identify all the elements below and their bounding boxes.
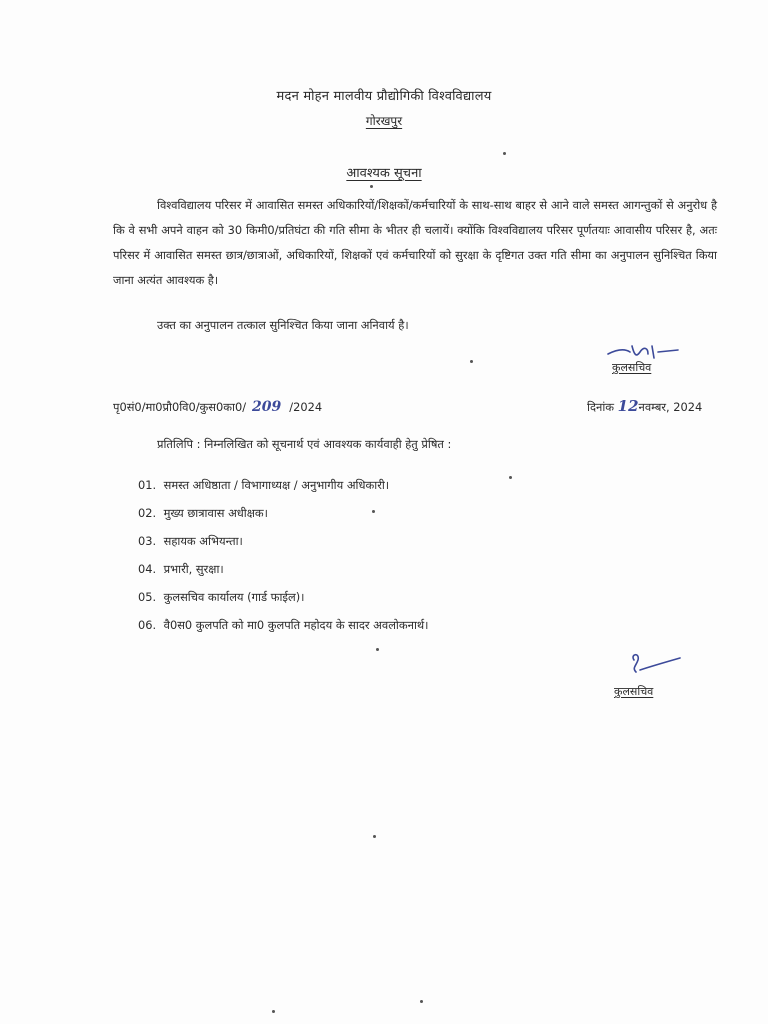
scan-speck	[373, 835, 376, 838]
handwritten-ref-number: 209	[252, 399, 282, 415]
registrar-designation-2: कुलसचिव	[614, 685, 654, 698]
scan-speck	[503, 152, 506, 155]
list-item: 02. मुख्य छात्रावास अधीक्षक।	[138, 506, 268, 520]
list-item: 05. कुलसचिव कार्यालय (गार्ड फाईल)।	[138, 590, 305, 604]
copy-to-list	[138, 476, 429, 644]
notice-date: दिनांक 12नवम्बर, 2024	[587, 397, 703, 415]
scan-speck	[420, 1000, 423, 1003]
scan-speck	[272, 1010, 275, 1013]
notice-body-paragraph: विश्वविद्यालय परिसर में आवासित समस्त अधिकारियों/शिक्षकों/कर्मचारियों के साथ-साथ बाहर से आने वाले समस्त आगन्तुकों से अनुरोध है कि वे सभी अपने वाहन को 30 किमी0/प्रतिघंटा की गति सीमा के भीतर ही चलायें। क्योंकि विश्वविद्यालय परिसर पूर्णतयाः आवासीय परिसर है, अतः परिसर में आवासित समस्त छात्र/छात्राओं, अधिकारियों, शिक्षकों एवं कर्मचारियों को सुरक्षा के दृष्टिगत उक्त गति सीमा का अनुपालन सुनिश्चित किया जाना अत्यंत आवश्यक है।	[113, 198, 717, 287]
handwritten-signature-2	[626, 650, 686, 680]
university-city: गोरखपुर	[365, 114, 403, 128]
handwritten-date-day: 12	[617, 397, 639, 415]
list-item: 03. सहायक अभियन्ता।	[138, 534, 243, 548]
university-name: मदन मोहन मालवीय प्रौद्योगिकी विश्वविद्यालय	[276, 89, 492, 104]
scan-speck	[370, 185, 373, 188]
notice-heading: आवश्यक सूचना	[346, 166, 422, 181]
registrar-designation: कुलसचिव	[612, 361, 652, 374]
scan-speck	[509, 476, 512, 479]
list-item: 06. वै0स0 कुलपति को मा0 कुलपति महोदय के सादर अवलोकनार्थ।	[138, 618, 429, 632]
scan-speck	[372, 510, 375, 513]
scan-speck	[470, 360, 473, 363]
copy-to-intro: प्रतिलिपि : निम्नलिखित को सूचनार्थ एवं आवश्यक कार्यवाही हेतु प्रेषित :	[157, 437, 452, 451]
list-item: 01. समस्त अधिष्ठाता / विभागाध्यक्ष / अनुभागीय अधिकारी।	[138, 478, 390, 492]
reference-number: पृ0सं0/मा0प्रौ0वि0/कुस0का0/ 209 /2024	[113, 399, 323, 415]
scan-speck	[376, 648, 379, 651]
compliance-paragraph: उक्त का अनुपालन तत्काल सुनिश्चित किया जाना अनिवार्य है।	[157, 318, 409, 332]
list-item: 04. प्रभारी, सुरक्षा।	[138, 562, 224, 576]
